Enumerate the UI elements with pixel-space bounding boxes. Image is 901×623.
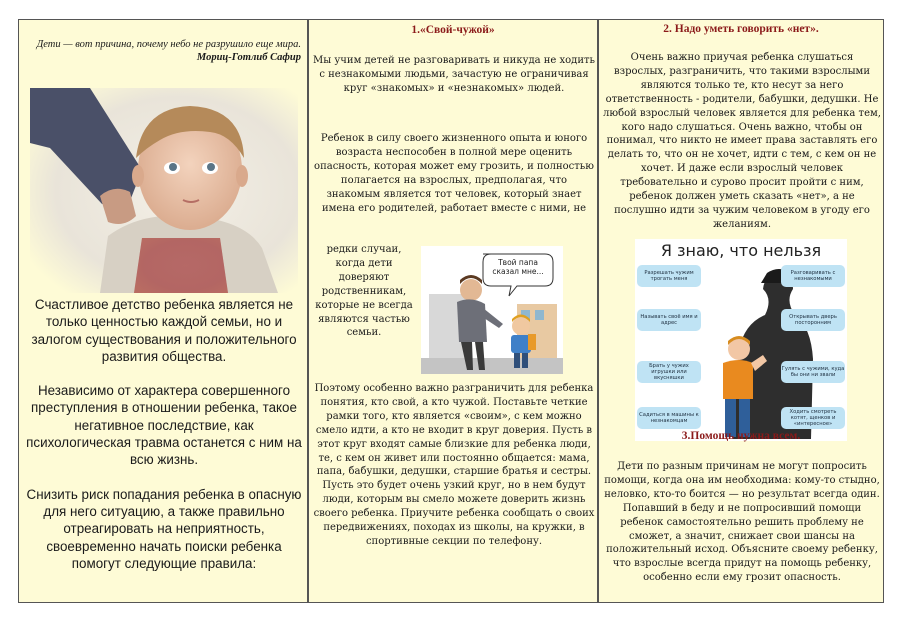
infographic-title: Я знаю, что нельзя [660,241,822,260]
i-know-infographic [635,239,847,441]
section3-paragraph: Дети по разным причинам не могут попросить помощи, когда она им необходима: кому-то стыдно, неловко, кто-то боится — но результат всегда один. Попавший в беду и не попросивший помощи ребенок самостоятельно решить проблему не сможет, а значит, снижает свои шансы на положительный исход. Объясните своему ребенку, что взрослые всегда придут на помощь ребенку, особенно если ему грозит опасность. [604,461,880,584]
bubble-right-4: Ходить смотреть котят, щенков и «интересное» [781,407,845,429]
intro-paragraph-2: Независимо от характера совершенного преступления в отношении ребенка, такое негативное последствие, как психологическая травма останется с ним на всю жизнь. [26,383,302,468]
bubble-left-2: Называть своё имя и адрес [637,309,701,331]
column-right [598,19,884,603]
section-title-1: 1.«Свой-чужой» [411,24,495,36]
bubble-right-1: Разговаривать с незнакомыми [781,265,845,287]
section1-paragraph-2: Ребенок в силу своего жизненного опыта и юного возраста неспособен в полной мере оценить опасность, которая может ему грозить, и полностью полагается на взрослых, предполагая, что знакомым является тот человек, который знает имена его родителей, работает вместе с ними, не [314,133,594,214]
epigraph-author: Мориц-Готлиб Сафир [196,52,301,63]
stranger-illustration [421,246,563,374]
column-left [18,19,308,603]
bubble-left-3: Брать у чужих игрушки или вкусняшки [637,361,701,383]
intro-text [25,296,303,589]
intro-paragraph-3: Снизить риск попадания ребенка в опасную для него ситуацию, а также правильно отреагировать на неприятность, своевременно начать поиски ребенка помогут следующие правила: [26,486,302,571]
section1-paragraph-2-cont: редки случаи, когда дети доверяют родственникам, которые не всегда являются частью семьи. [315,244,413,339]
section2-paragraph: Очень важно приучая ребенка слушаться взрослых, разграничить, что такими взрослыми являются только те, кто несут за него ответственность - родители, бабушки, дедушки. Не любой взрослый человек является для ребенка тем, кого надо слушаться. Очень важно, чтобы он понимал, что никто не имеет права заставлять его делать то, что он не хочет, идти с тем, с кем он не хочет. И даже если взрослый человек требовательно и сурово просит пройти с ним, ребенок должен уметь сказать «нет», а не послушно идти за чужим человеком в угоду его желаниям. [603,52,881,230]
speech-bubble-text: Твой папа сказал мне... [492,258,544,276]
bubble-right-3: Гулять с чужими, куда бы они ни звали [781,361,845,383]
section1-paragraph-3: Поэтому особенно важно разграничить для ребенка понятия, кто свой, а кто чужой. Поставьте четкие рамки того, кто является «своим», с кем можно смело идти, а кто не входит в круг доверия. Пусть в этот круг входят самые близкие для ребенка люди, те, с кем он живет или постоянно общается: мама, папа, бабушки, дедушки, старшие братья и сестры. Пусть это будет очень узкий круг, но в нем будут люди, которым вы смело можете доверить жизнь своего ребенка. Приучите ребенка сообщать о своих передвижениях, походах из школы, на кружки, в спортивные секции по телефону. [313,383,595,547]
column-middle [308,19,598,603]
bubble-left-1: Разрешать чужим трогать меня [637,265,701,287]
bubble-right-2: Открывать дверь посторонним [781,309,845,331]
section-title-3: 3.Помощь нужна всем. [681,430,801,442]
bubble-left-4: Садиться в машины к незнакомцам [637,407,701,429]
child-photo [30,88,298,293]
section-title-2: 2. Надо уметь говорить «нет». [663,23,819,35]
epigraph [31,38,301,64]
section1-paragraph-1: Мы учим детей не разговаривать и никуда не ходить с незнакомыми людьми, зачастую не ограничивая круг «знакомых» и «незнакомых» людей. [313,55,595,94]
intro-paragraph-1: Счастливое детство ребенка является не только ценностью каждой семьи, но и залогом существования и положительного развития общества. [31,297,297,364]
epigraph-quote: Дети — вот причина, почему небо не разрушило еще мира. [36,39,301,50]
